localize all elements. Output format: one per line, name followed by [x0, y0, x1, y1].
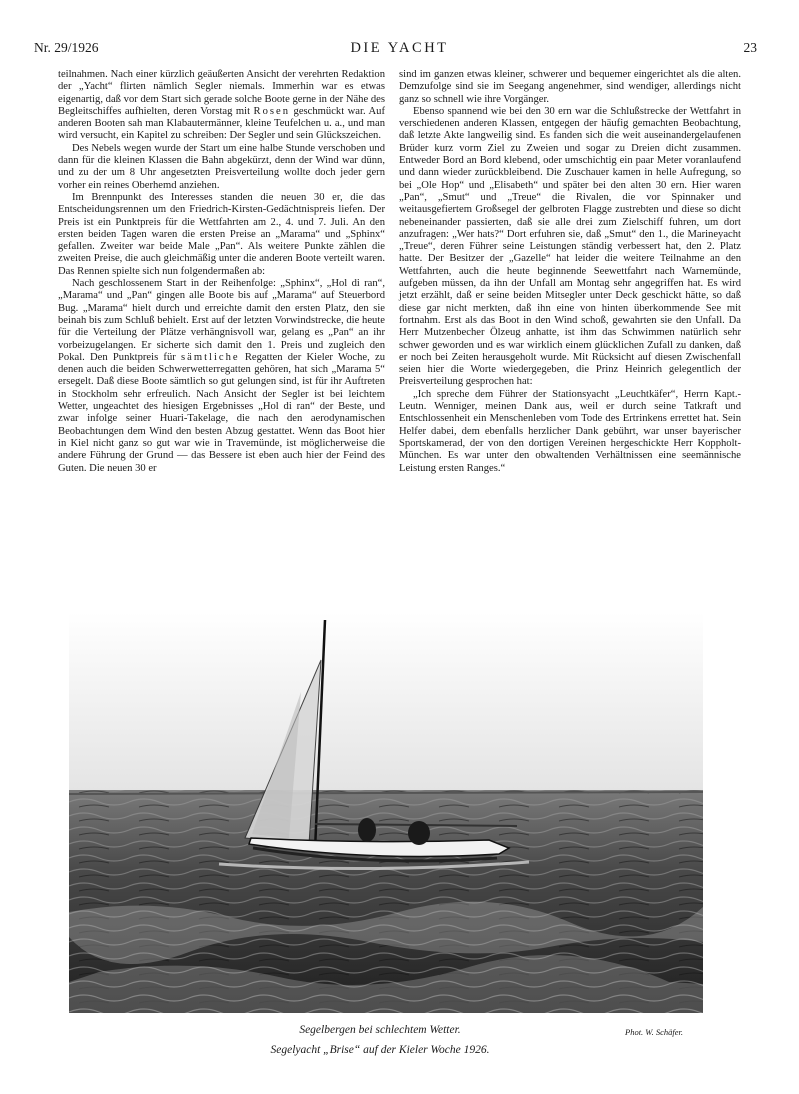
- sailing-yacht-photo: [69, 612, 703, 1013]
- right-column: [399, 69, 741, 475]
- spaced-word: sämtliche: [181, 351, 240, 363]
- sky: [69, 612, 703, 792]
- paragraph: Ebenso spannend wie bei den 30 ern war die Schlußstrecke der Wettfahrt in verschiedenen anderen Klassen, entgegen der häufig gemachten Beobachtung, daß letzte Akte langweilig sind. Es fanden sich die weit auseinandergelaufenen Brüder kurz vorm Ziel zu Zweien und sogar zu Dreien dicht zusammen. Entweder Bord an Bord klebend, oder umschichtig ein paar Meter voranlaufend und dann wieder zurückbleibend. Die Zuschauer kamen in helle Aufregung, so bei „Ole Hop“ und „Elisabeth“ und später bei den alten 30 ern. Hier waren „Pan“, „Smut“ und „Treue“ die Rivalen, die vor Spinnaker und weitausgefiertem Großsegel der gelbroten Flagge zustrebten und diese so dicht nebeneinander passierten, daß sie alle drei zum Zielschiff fuhren, um dort anzufragen: „Wer hats?“ Dort erfuhren sie, daß „Smut“ den 1., die Marineyacht „Treue“, deren Führer seine Leistungen ständig verbessert hat, den 2. Platz hatte. Der Besitzer der „Gazelle“ hat leider die weitere Teilnahme an den Wettfahrten, auch die heute beginnende Seewettfahrt nach Warnemünde, aufgeben müssen, da ihn der Unfall am Montag sehr angegriffen hat. Es wird jetzt erzählt, daß er seine beiden Mitsegler unter Deck geschickt hätte, so daß diese gar nicht merkten, daß ihn eine von hinten überkommende See mit fortnahm. Erst als das Boot in den Wind schoß, gewahrten sie den Unfall. Da Herr Mutzenbecher Ölzeug anhatte, ist ihm das Schwimmen natürlich sehr schwer geworden und es war wirklich einem glücklichen Zufall zu danken, daß er noch bei Zeiten herausgeholt wurde. Mit Rücksicht auf diesen Zwischenfall seien hier die Worte wiedergegeben, die Prinz Heinrich gelegentlich der Preisverteilung gesprochen hat:: [399, 105, 741, 388]
- paragraph: [58, 69, 385, 143]
- left-column: [58, 69, 385, 475]
- paragraph: [58, 278, 385, 475]
- issue-number: Nr. 29/1926: [34, 40, 99, 55]
- paragraph: Des Nebels wegen wurde der Start um eine halbe Stunde verschoben und dann für die kleinen Klassen die Bahn abgekürzt, denn der Wind war dünn, und zu der um 8 Uhr angesetzten Preisverteilung wollte doch jeder gern vorher ein reines Oberhemd anziehen.: [58, 142, 385, 191]
- photo-credit: Phot. W. Schäfer.: [625, 1027, 684, 1037]
- sailor-1: [358, 818, 376, 842]
- paragraph: sind im ganzen etwas kleiner, schwerer und bequemer eingerichtet als die alten. Demzufolge sind sie im Seegang angenehmer, sind wendiger, allerdings nicht ganz so schnell wie ihre Vorgänger.: [399, 69, 741, 105]
- paragraph-text: teilnahmen. Nach einer kürzlich geäußerten Ansicht der verehrten Redaktion der „Yacht“ flirten nämlich Segler niemals. Immerhin war es etwas eigenartig, daß vor dem Start sich gerade solche Boote gerne in der Nähe des Begleitschiffes aufhielten, deren Vorstag mit: [58, 69, 385, 117]
- photo-caption-title: Segelbergen bei schlechtem Wetter.: [299, 1024, 461, 1036]
- page-number: 23: [743, 40, 757, 55]
- sailor-2: [408, 821, 430, 845]
- photo-caption-subtitle: Segelyacht „Brise“ auf der Kieler Woche 1926.: [270, 1044, 490, 1056]
- yacht-photo-illustration: [69, 612, 703, 1013]
- paragraph-text: geschmückt war. Auf anderen Booten sah man Klabautermänner, kleine Teufelchen u. a., und man wird versucht, ein Kapitel zu schreiben: Der Segler und sein Glückszeichen.: [58, 105, 385, 142]
- paragraph: Im Brennpunkt des Interesses standen die neuen 30 er, die das Entscheidungsrennen um den Friedrich-Kirsten-Gedächtnispreis liefen. Der Preis ist ein Punktpreis für die Wettfahrten am 2., 4. und 7. Juli. An den ersten beiden Tagen waren die ersten Preise an „Marama“ und „Sphinx“ gefallen. Zweiter war beide Male „Pan“. Als weitere Punkte zählen die zweiten Preise, die auch gleichmäßig unter die anderen Boote verteilt waren. Das Rennen spielte sich nun folgendermaßen ab:: [58, 191, 385, 277]
- spaced-word: Rosen: [253, 105, 291, 117]
- page-header: [34, 40, 765, 60]
- paragraph: „Ich spreche dem Führer der Stationsyacht „Leuchtkäfer“, Herrn Kapt.-Leutn. Wenniger, meinen Dank aus, weil er durch seine Tatkraft und Entschlossenheit ein Menschenleben vom Tode des Ertrinkens errettet hat. Sein Helfer dabei, dem ebenfalls herzlicher Dank gebührt, war unser bayerischer Sportskamerad, der von den dortigen Vereinen hergeschickte Herr Koppholt-München. Es war unter den obwaltenden Verhältnissen eine seemännische Leistung ersten Ranges.“: [399, 388, 741, 474]
- paragraph-text: Nach geschlossenem Start in der Reihenfolge: „Sphinx“, „Hol di ran“, „Marama“ und „Pan“ gingen alle Boote bis auf „Marama“ auf Steuerbord Bug. „Marama“ hielt durch und erreichte damit den ersten Platz, den sie beinah bis zum Schluß behielt. Erst auf der letzten Vorwindstrecke, die heute für die Verteilung der Plätze verhängnisvoll war, gelang es „Pan“ an ihr vorbeizugelangen. Er sicherte sich damit den 1. Preis und zugleich den Pokal. Den Punktpreis für: [58, 278, 385, 363]
- magazine-title: DIE YACHT: [350, 40, 449, 56]
- paragraph-text: Regatten der Kieler Woche, zu denen auch die beiden Schwerwetterregatten gehören, hat sich „Marama 5“ ersegelt. Daß diese Boote sämtlich so gut gelungen sind, ist für ihr Auftreten in Stockholm sehr erfreulich. Nach Ansicht der Segler ist bei leichtem Wetter, ungeachtet des hiesigen Ergebnisses „Hol di ran“ der Beste, und zwar infolge seiner Huari-Takelage, die nach den aerodynamischen Beobachtungen dem Wind den besten Abzug gestattet. Wenn das Boot hier in Kiel nicht ganz so gut war wie in Travemünde, ist möglicherweise die andere Führung der Grund — das Bessere ist eben auch hier der Feind des Guten. Die neuen 30 er: [58, 351, 386, 474]
